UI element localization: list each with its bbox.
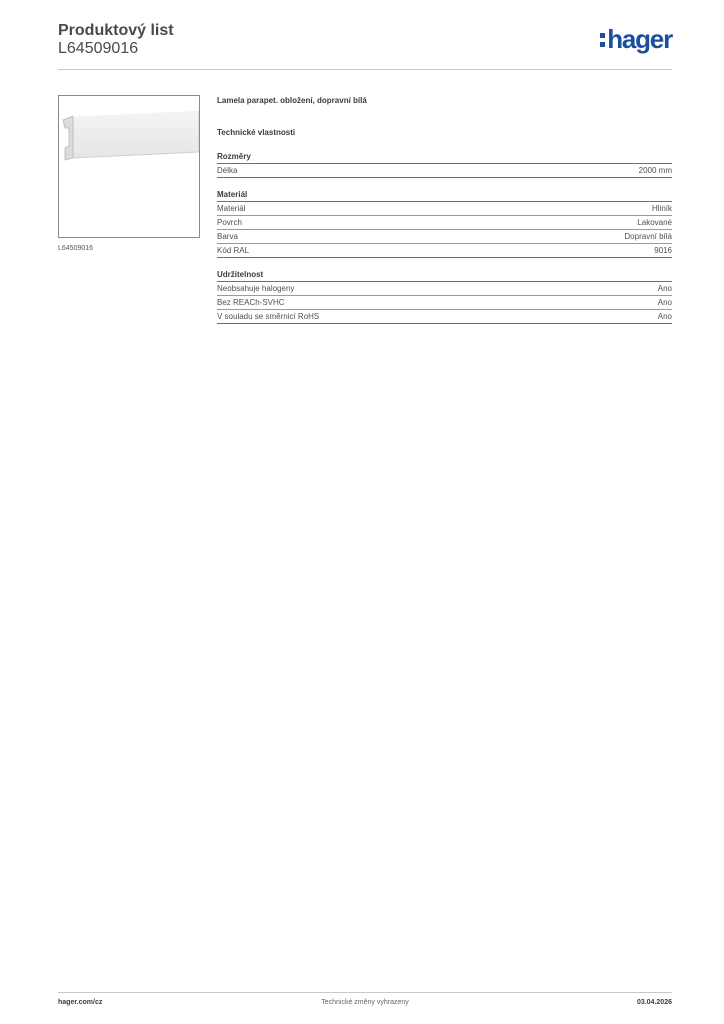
page-title: Produktový list	[58, 22, 174, 39]
spec-group-material	[217, 190, 672, 258]
image-caption: L64509016	[58, 245, 94, 252]
product-code-subtitle: L64509016	[58, 40, 139, 57]
spec-value: 2000 mm	[638, 166, 672, 175]
spec-row	[217, 216, 672, 230]
spec-value: Ano	[657, 312, 672, 321]
product-name: Lamela parapet. obložení, dopravní bílá	[217, 96, 367, 105]
spec-value: 9016	[654, 246, 672, 255]
spec-group-dimensions	[217, 152, 672, 178]
spec-row	[217, 296, 672, 310]
product-details	[217, 96, 672, 324]
spec-value: Hliník	[651, 204, 672, 213]
logo-dots-icon	[600, 33, 605, 47]
spec-row	[217, 310, 672, 324]
spec-row	[217, 202, 672, 216]
hager-logo	[600, 26, 672, 52]
spec-label: Bez REACh-SVHC	[217, 298, 285, 307]
page-header	[58, 20, 672, 70]
tech-specs-heading: Technické vlastnosti	[217, 128, 296, 137]
spec-label: Povrch	[217, 218, 242, 227]
spec-label: Kód RAL	[217, 246, 250, 255]
footer-notice: Technické změny vyhrazeny	[321, 999, 409, 1006]
spec-group-title: Materiál	[217, 190, 672, 202]
spec-value: Ano	[657, 284, 672, 293]
spec-value: Dopravní bílá	[624, 232, 672, 241]
spec-group-title: Udržitelnost	[217, 270, 672, 282]
spec-label: V souladu se směrnicí RoHS	[217, 312, 320, 321]
footer-website-link[interactable]: hager.com/cz	[58, 999, 103, 1006]
product-image	[58, 95, 200, 238]
spec-value: Ano	[657, 298, 672, 307]
spec-label: Délka	[217, 166, 238, 175]
spec-row	[217, 164, 672, 178]
spec-value: Lakované	[637, 218, 672, 227]
product-profile-drawing	[59, 96, 199, 237]
spec-group-sustainability	[217, 270, 672, 324]
footer-date: 03.04.2026	[636, 999, 672, 1006]
page-footer	[58, 992, 672, 1017]
spec-label: Neobsahuje halogeny	[217, 284, 295, 293]
spec-row	[217, 230, 672, 244]
spec-label: Barva	[217, 232, 238, 241]
logo-text: hager	[607, 24, 672, 54]
spec-row	[217, 244, 672, 258]
spec-label: Materiál	[217, 204, 246, 213]
spec-group-title: Rozměry	[217, 152, 672, 164]
spec-row	[217, 282, 672, 296]
